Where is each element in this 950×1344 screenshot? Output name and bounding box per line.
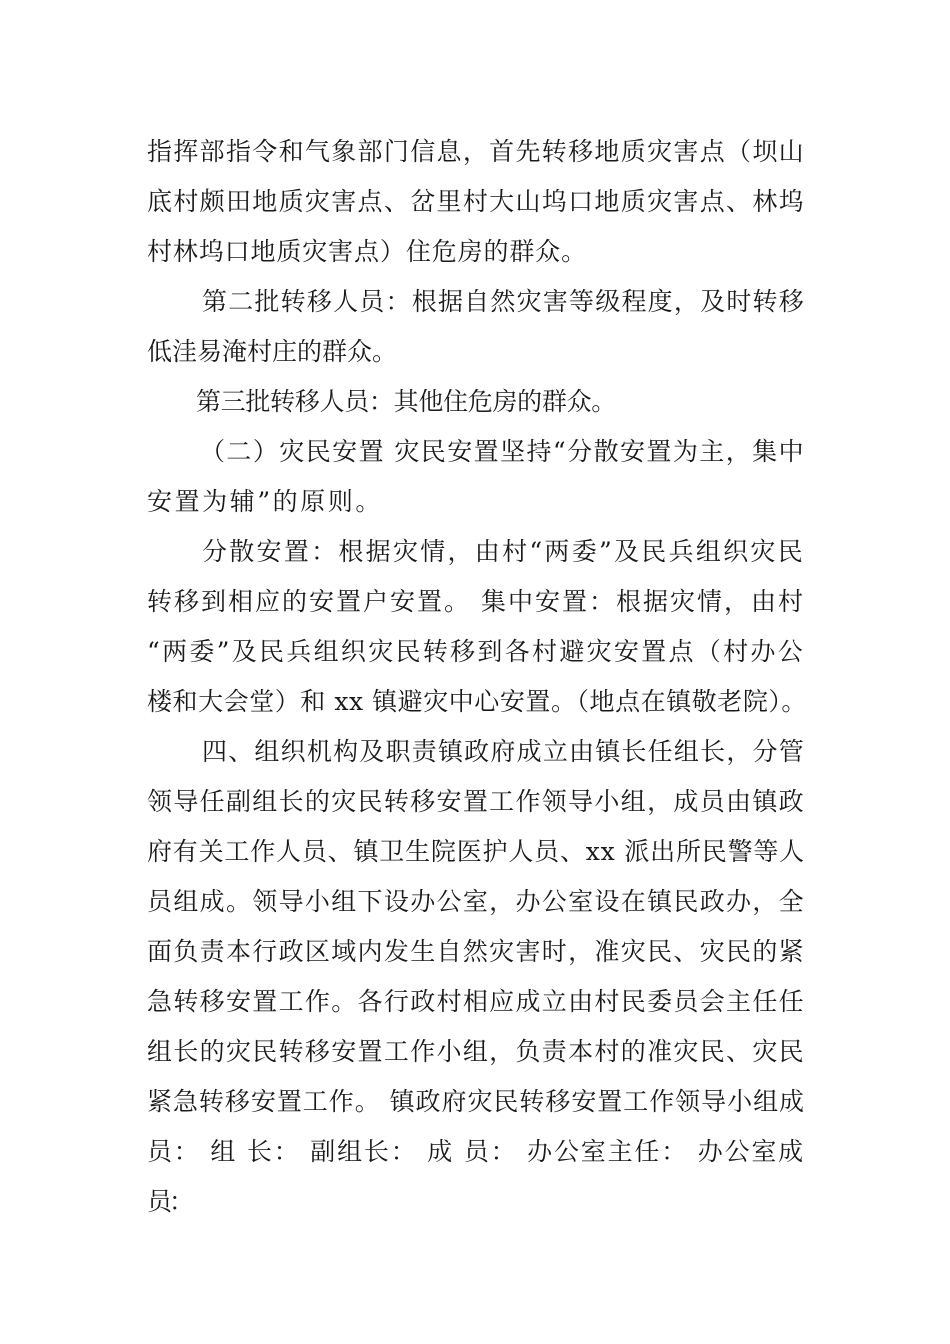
text-line: 府有关工作人员、镇卫生院医护人员、xx 派出所民警等人 <box>147 837 805 866</box>
text-line: （二）灾民安置 灾民安置坚持“分散安置为主，集中 <box>200 437 805 466</box>
text-line: 第二批转移人员：根据自然灾害等级程度，及时转移 <box>202 287 805 316</box>
text-line: 紧急转移安置工作。 镇政府灾民转移安置工作领导小组成 <box>147 1087 805 1116</box>
text-line: 底村颇田地质灾害点、岔里村大山坞口地质灾害点、林坞 <box>147 187 805 216</box>
text-line: 转移到相应的安置户安置。 集中安置：根据灾情，由村 <box>147 587 805 616</box>
text-line: “两委”及民兵组织灾民转移到各村避灾安置点（村办公 <box>147 637 805 666</box>
text-line: 低洼易淹村庄的群众。 <box>147 337 397 366</box>
text-line: 指挥部指令和气象部门信息，首先转移地质灾害点（坝山 <box>147 137 805 166</box>
text-line: 安置为辅”的原则。 <box>147 487 383 516</box>
text-line: 员： 组 长： 副组长： 成 员： 办公室主任： 办公室成 <box>147 1137 805 1166</box>
text-line: 员组成。领导小组下设办公室，办公室设在镇民政办，全 <box>147 887 805 916</box>
text-line: 分散安置：根据灾情，由村“两委”及民兵组织灾民 <box>202 537 805 566</box>
text-line: 楼和大会堂）和 xx 镇避灾中心安置。（地点在镇敬老院）。 <box>147 687 807 716</box>
text-line: 村林坞口地质灾害点）住危房的群众。 <box>147 237 587 266</box>
text-line: 面负责本行政区域内发生自然灾害时，准灾民、灾民的紧 <box>147 937 805 966</box>
text-line: 急转移安置工作。各行政村相应成立由村民委员会主任任 <box>147 987 805 1016</box>
text-line: 第三批转移人员：其他住危房的群众。 <box>196 387 616 416</box>
text-line: 领导任副组长的灾民转移安置工作领导小组，成员由镇政 <box>147 787 805 816</box>
text-line: 组长的灾民转移安置工作小组，负责本村的准灾民、灾民 <box>147 1037 805 1066</box>
text-line: 四、组织机构及职责镇政府成立由镇长任组长，分管 <box>202 737 805 766</box>
text-line: 员： <box>147 1187 192 1216</box>
